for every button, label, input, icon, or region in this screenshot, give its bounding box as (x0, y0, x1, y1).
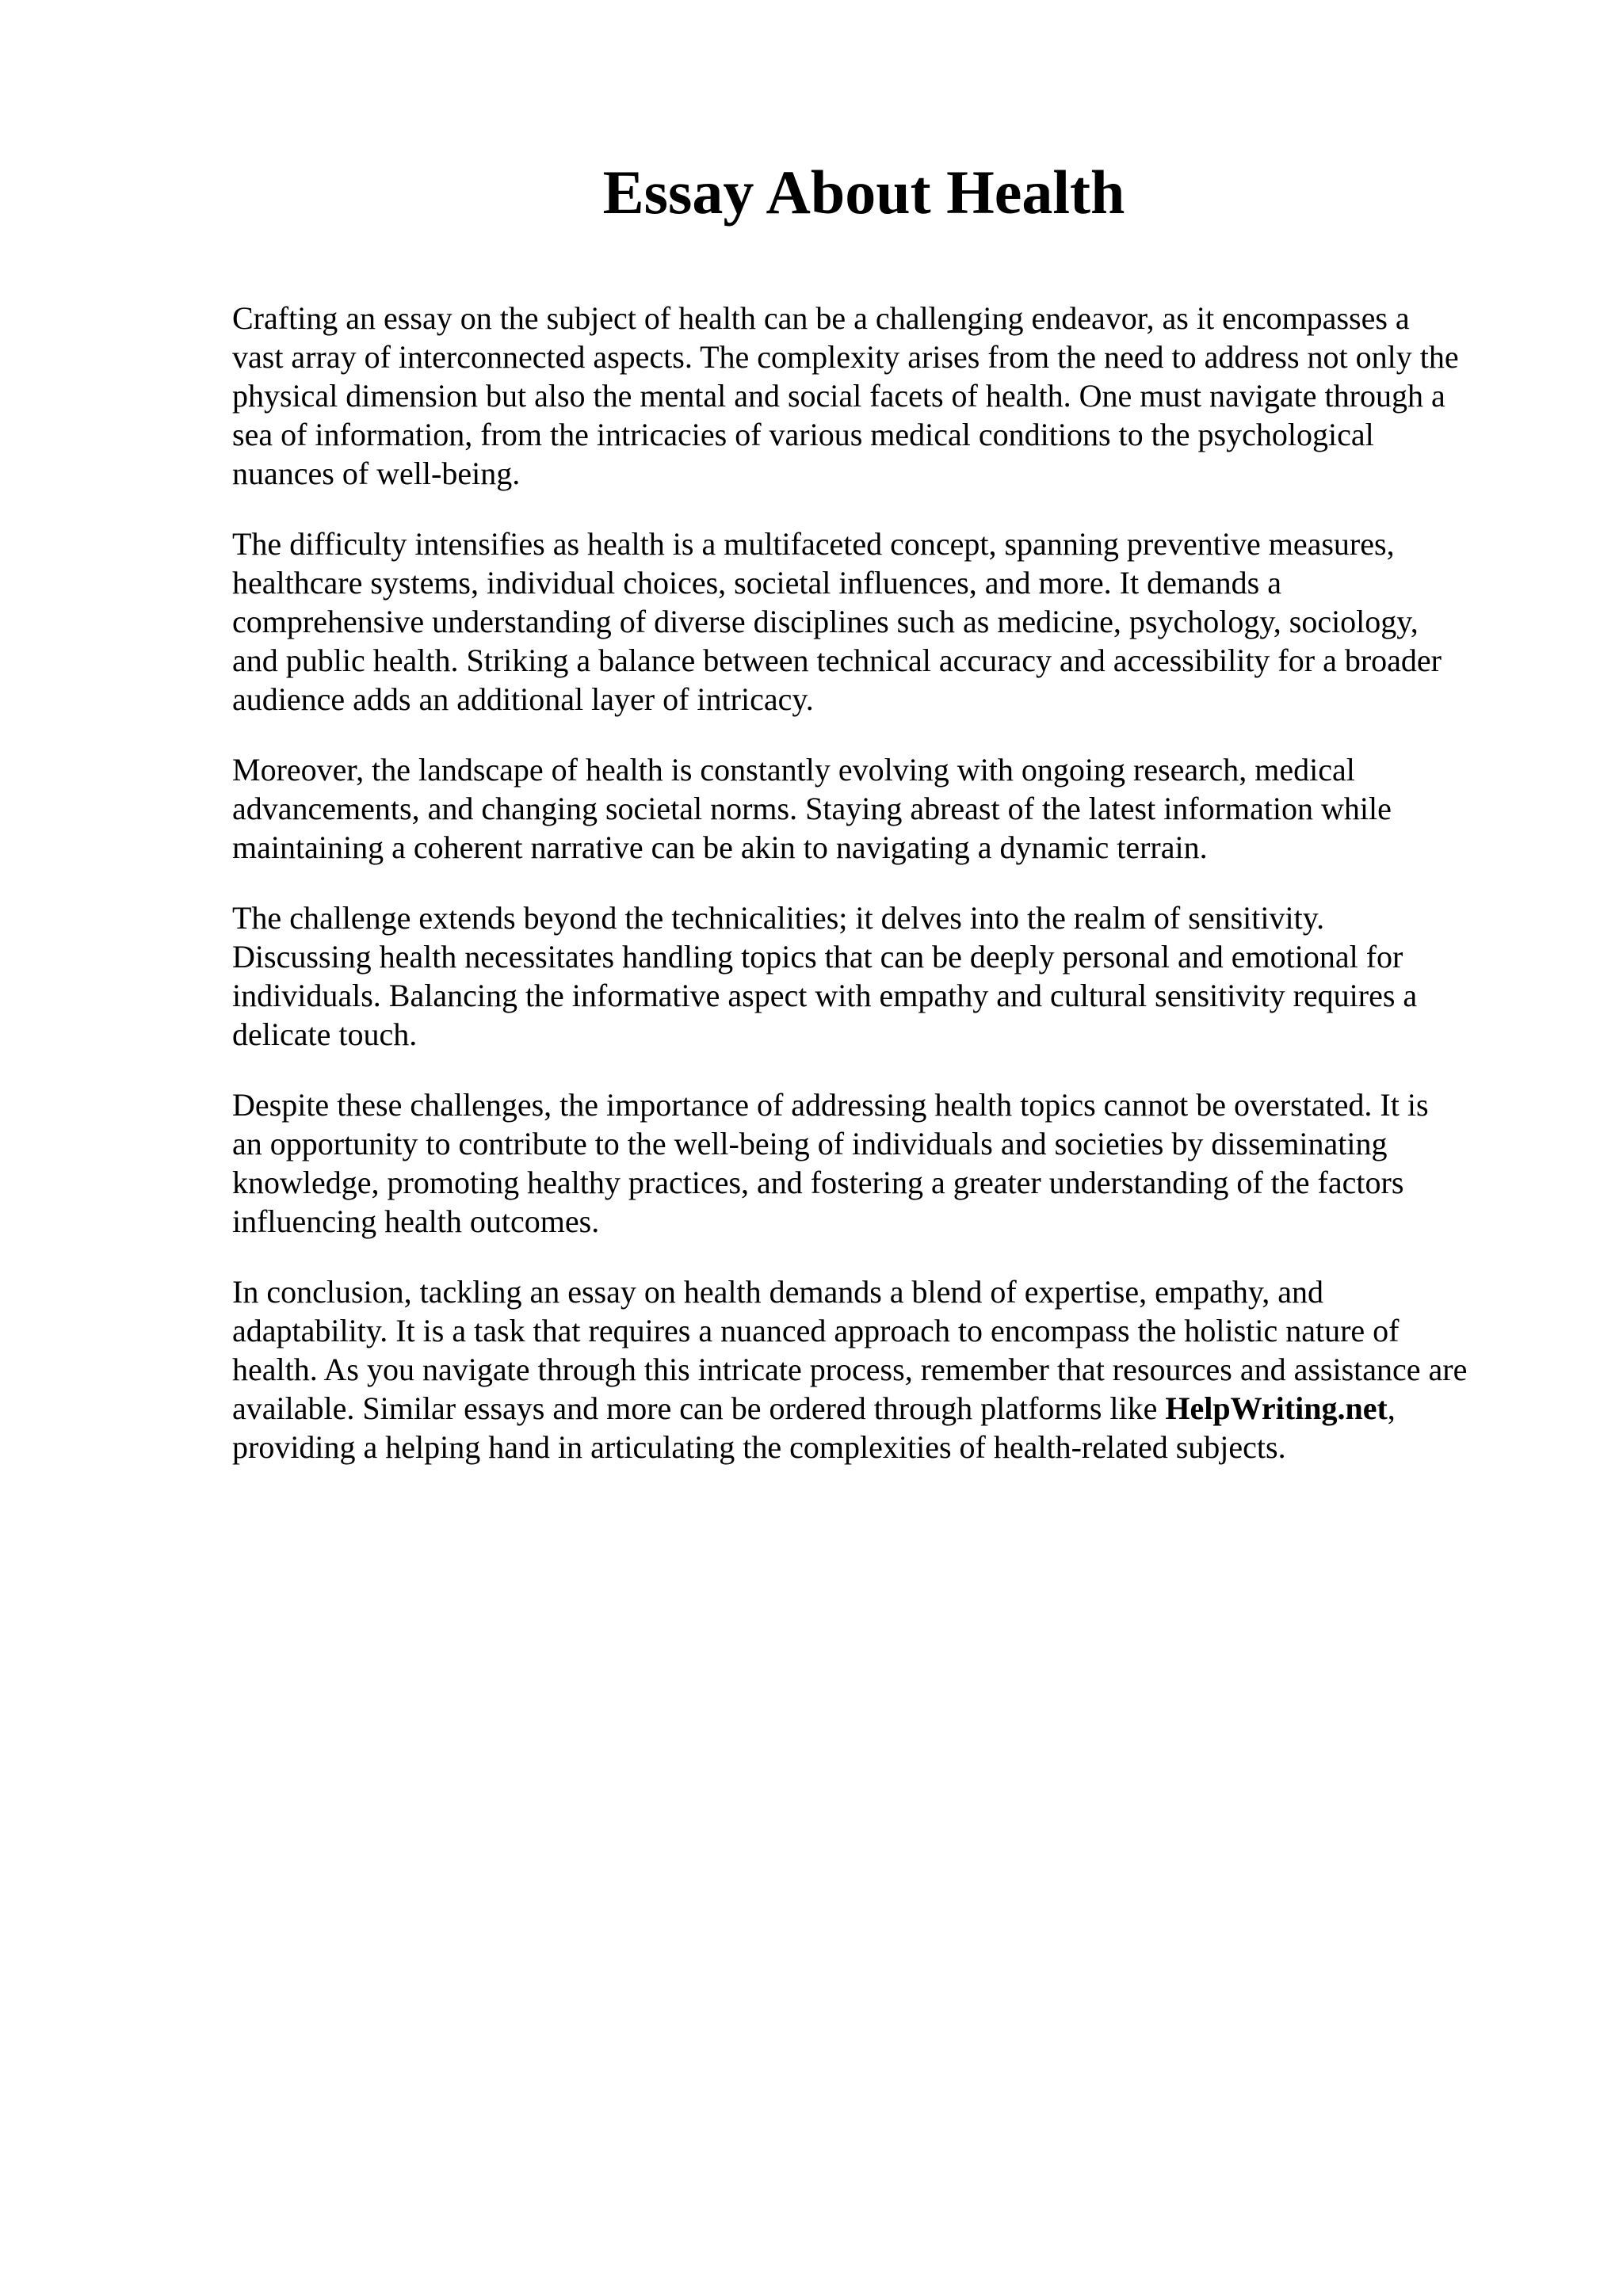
essay-body (232, 299, 1548, 1498)
paragraph-2 (232, 524, 1548, 719)
text-after-link: , (1387, 1390, 1396, 1426)
text-line: The challenge extends beyond the technicalities; it delves into the realm of sensitivity. (232, 900, 1325, 936)
text-line: In conclusion, tackling an essay on health demands a blend of expertise, empathy, and (232, 1274, 1323, 1310)
text-line: comprehensive understanding of diverse disciplines such as medicine, psychology, sociology, (232, 604, 1419, 639)
text-line: an opportunity to contribute to the well-being of individuals and societies by disseminating (232, 1126, 1388, 1161)
paragraph-1 (232, 299, 1548, 493)
text-line-with-link (232, 1389, 1548, 1428)
text-line: providing a helping hand in articulating the complexities of health-related subjects. (232, 1429, 1286, 1465)
text-line: physical dimension but also the mental and social facets of health. One must navigate through a (232, 378, 1445, 414)
text-line: audience adds an additional layer of intricacy. (232, 681, 814, 717)
text-line: advancements, and changing societal norms. Staying abreast of the latest information while (232, 791, 1392, 826)
paragraph-5 (232, 1085, 1548, 1241)
text-line: Crafting an essay on the subject of health can be a challenging endeavor, as it encompasses a (232, 300, 1410, 336)
paragraph-3 (232, 750, 1548, 867)
helpwriting-link[interactable]: HelpWriting.net (1165, 1390, 1388, 1426)
text-line: health. As you navigate through this intricate process, remember that resources and assistance are (232, 1352, 1468, 1387)
text-line: sea of information, from the intricacies of various medical conditions to the psychological (232, 417, 1374, 452)
text-line: maintaining a coherent narrative can be akin to navigating a dynamic terrain. (232, 830, 1208, 865)
text-line: influencing health outcomes. (232, 1203, 600, 1239)
text-line: and public health. Striking a balance between technical accuracy and accessibility for a broader (232, 643, 1442, 678)
text-line: Discussing health necessitates handling topics that can be deeply personal and emotional for (232, 939, 1403, 974)
text-before-link: available. Similar essays and more can be ordered through platforms like (232, 1390, 1166, 1426)
text-line: vast array of interconnected aspects. The complexity arises from the need to address not only the (232, 339, 1459, 375)
text-line: knowledge, promoting healthy practices, and fostering a greater understanding of the factors (232, 1165, 1404, 1200)
paragraph-4 (232, 898, 1548, 1054)
text-line: healthcare systems, individual choices, societal influences, and more. It demands a (232, 565, 1282, 601)
text-line: Despite these challenges, the importance of addressing health topics cannot be overstated. It is (232, 1087, 1429, 1123)
text-line: delicate touch. (232, 1016, 418, 1052)
text-line: Moreover, the landscape of health is constantly evolving with ongoing research, medical (232, 752, 1355, 788)
text-line: individuals. Balancing the informative aspect with empathy and cultural sensitivity requires a (232, 978, 1418, 1013)
text-line: adaptability. It is a task that requires a nuanced approach to encompass the holistic nature of (232, 1313, 1400, 1348)
conclusion-paragraph (232, 1272, 1548, 1466)
text-line: The difficulty intensifies as health is a multifaceted concept, spanning preventive measures, (232, 526, 1395, 562)
document-title: Essay About Health (602, 158, 1125, 227)
text-line: nuances of well-being. (232, 456, 521, 491)
